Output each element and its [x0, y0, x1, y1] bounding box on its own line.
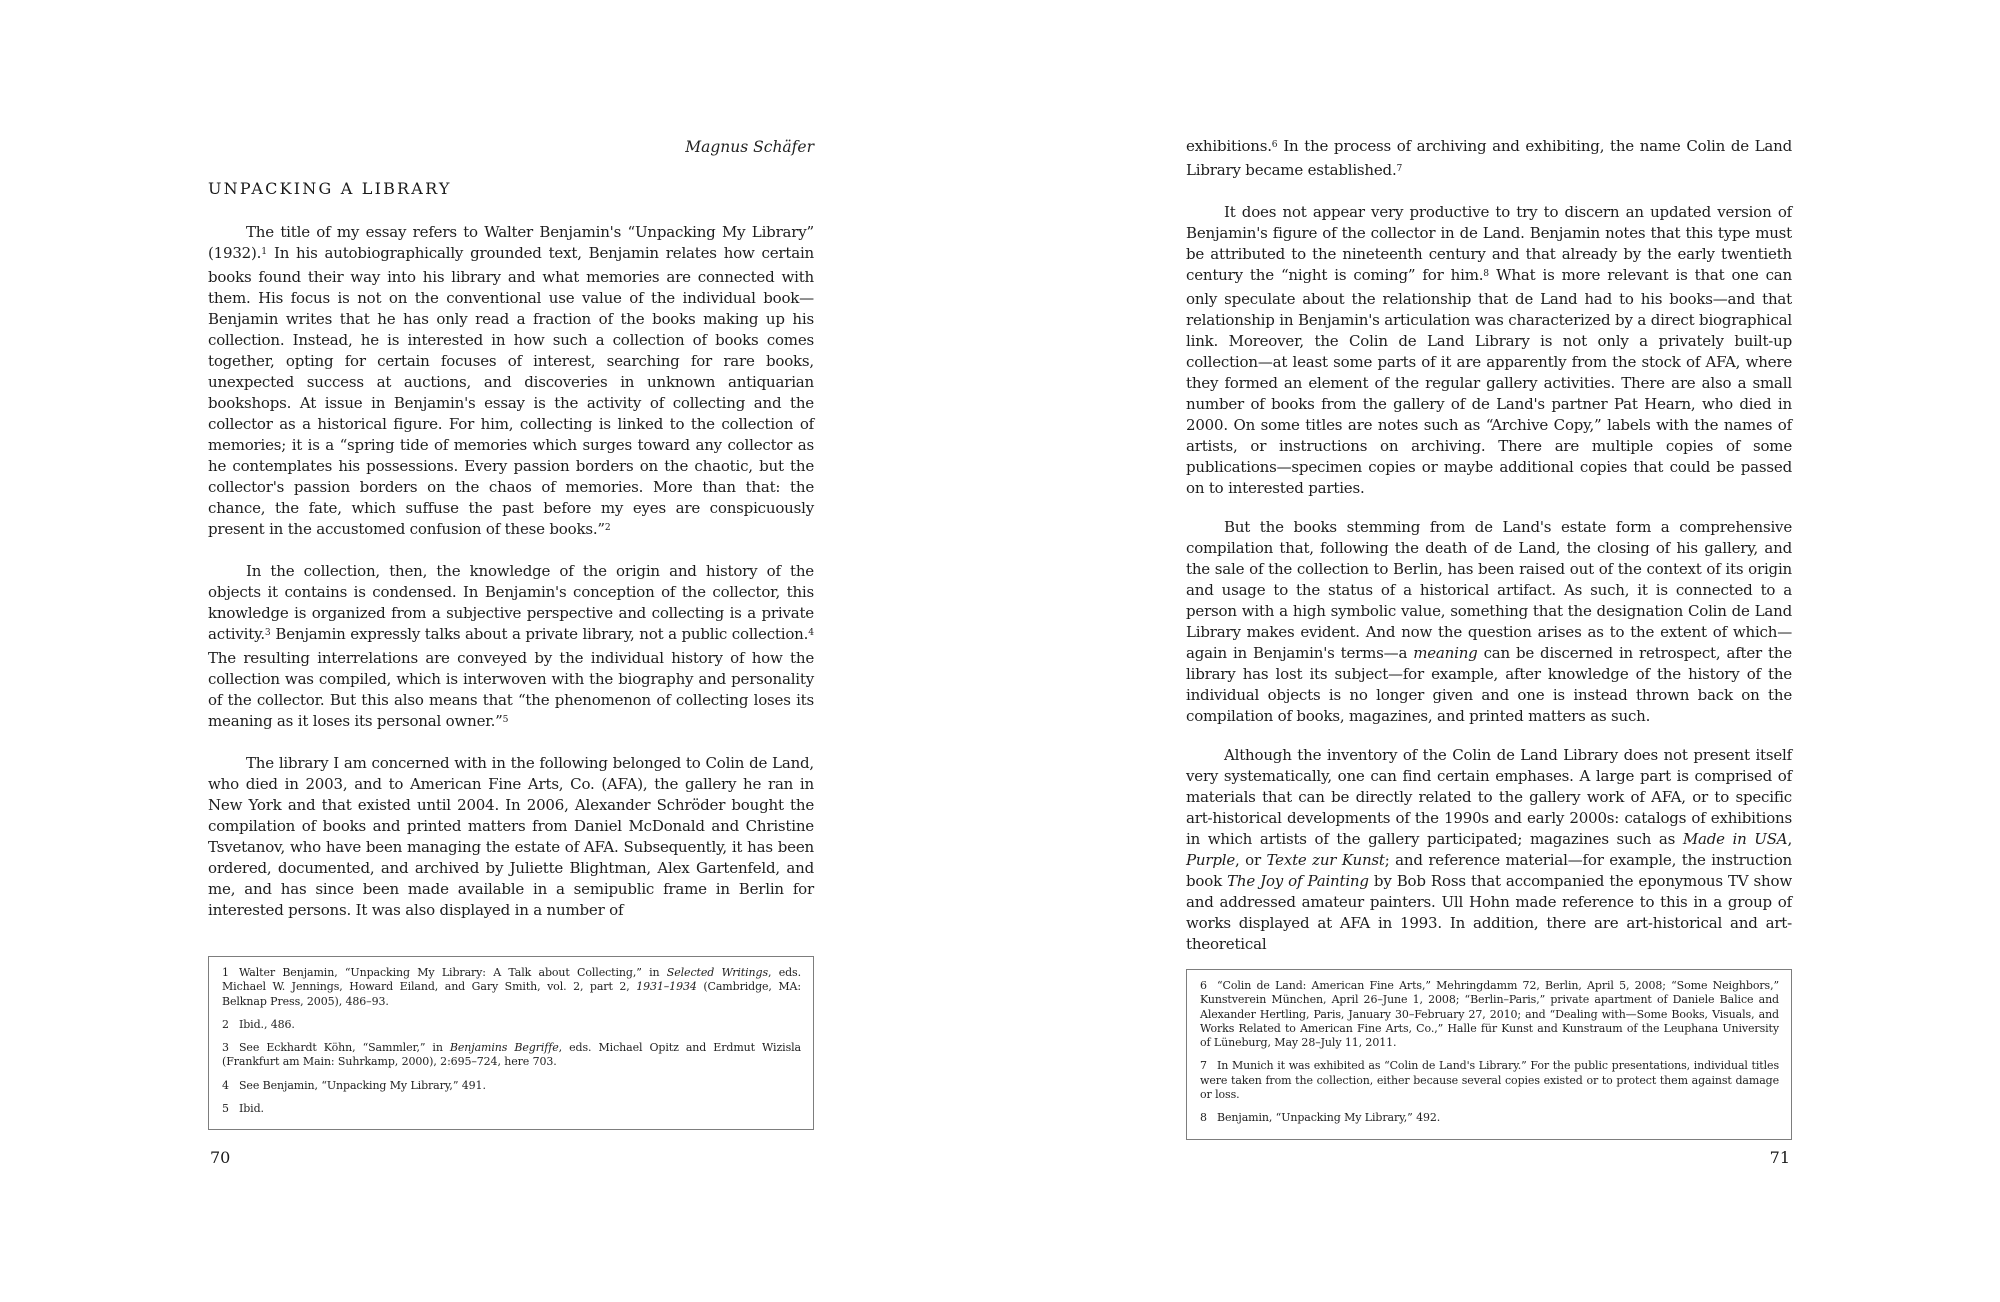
body-text-left [208, 222, 814, 939]
text-segment: Walter Benjamin, “Unpacking My Library: A Talk about Collecting,” in [239, 966, 667, 979]
footnote-number: 7 [1200, 1059, 1207, 1073]
text-segment: It does not appear very productive to try to discern an updated version of Benjamin's figure of the collector in de Land. Benjamin notes that this type must be attributed to the nineteenth century and that already by the early twentieth century the “night is coming” for him. [1186, 203, 1792, 284]
text-segment: meaning [1413, 644, 1478, 662]
text-segment: Benjamin, “Unpacking My Library,” 492. [1217, 1111, 1441, 1125]
body-paragraph [208, 753, 814, 921]
footnote [222, 1018, 801, 1032]
body-paragraph [1186, 517, 1792, 727]
footnote-ref: 4 [808, 627, 814, 638]
footnote [222, 1041, 801, 1070]
text-segment: The library I am concerned with in the following belonged to Colin de Land, who died in 2003, and to American Fine Arts, Co. (AFA), the gallery he ran in New York and that existed until 2004. In 2006, Alexander Schröder bought the compilation of books and printed matters from Daniel McDonald and Christine Tsvetanov, who have been managing the estate of AFA. Subsequently, it has been ordered, documented, and archived by Juliette Blightman, Alex Gartenfeld, and me, and has since been made available in a semipublic frame in Berlin for interested persons. It was also displayed in a number of [208, 754, 814, 919]
footnote-number: 3 [222, 1041, 229, 1055]
text-segment: Benjamins Begriffe [449, 1041, 559, 1055]
text-segment: , [1787, 830, 1793, 848]
text-segment: can be discerned in retrospect, after the library has lost its subject—for example, after knowledge of the history of the individual objects is no longer given and one is instead thrown back on the compilation of books, magazines, and printed matters as such. [1186, 644, 1792, 725]
text-segment: The title of my essay refers to Walter Benjamin's “Unpacking My Library” (1932). [208, 223, 814, 262]
text-segment: Purple [1186, 851, 1236, 869]
footnote-box-right [1186, 969, 1792, 1140]
text-segment: exhibitions. [1186, 137, 1272, 155]
text-segment: The resulting interrelations are conveyed by the individual history of how the collection was compiled, which is interwoven with the biography and personality of the collector. But this also means that “the phenomenon of collecting loses its meaning as it loses its personal owner.” [208, 649, 814, 730]
text-segment: Benjamin expressly talks about a private library, not a public collection. [270, 625, 809, 643]
footnote [1200, 1111, 1779, 1125]
text-segment: In the process of archiving and exhibiting, the name Colin de Land Library became established. [1186, 137, 1792, 179]
text-segment: (Cambridge, MA: Belknap Press, 2005), 486–93. [222, 980, 801, 1008]
text-segment: But the books stemming from de Land's estate form a comprehensive compilation that, following the death of de Land, the closing of his gallery, and the sale of the collection to Berlin, has been raised out of the context of its origin and usage to the status of a historical artifact. As such, it is connected to a person with a high symbolic value, something that the designation Colin de Land Library makes evident. And now the question arises as to the extent of which—again in Benjamin's terms—a [1186, 518, 1792, 662]
footnote-number: 6 [1200, 979, 1207, 992]
footnote [222, 1102, 801, 1116]
footnote [1200, 979, 1779, 1050]
footnote-ref: 6 [1271, 139, 1278, 150]
footnote-ref: 3 [264, 627, 271, 638]
footnote-number: 5 [222, 1102, 229, 1116]
footnote-ref: 8 [1483, 268, 1490, 279]
text-segment: Ibid. [239, 1102, 264, 1116]
body-paragraph [1186, 202, 1792, 499]
article-title: UNPACKING A LIBRARY [208, 179, 452, 198]
page-number-right: 71 [1769, 1148, 1790, 1167]
body-text-right [1186, 136, 1792, 973]
text-segment: “Colin de Land: American Fine Arts,” Mehringdamm 72, Berlin, April 5, 2008; “Some Neighbors,” Kunstverein München, April 26–June 1, 2008; “Berlin–Paris,” private apartment of Daniele Balice and Alexander Hertling, Paris, January 30–February 27, 2010; and “Dealing with—Some Books, Visuals, and Works Related to American Fine Arts, Co.,” Halle für Kunst and Kunstraum of the Leuphana University of Lüneburg, May 28–July 11, 2011. [1200, 979, 1779, 1050]
body-paragraph [1186, 745, 1792, 955]
text-segment: , eds. Michael Opitz and Erdmut Wizisla (Frankfurt am Main: Suhrkamp, 2000), 2:695–724, here 703. [222, 1041, 801, 1069]
text-segment: 1931–1934 [636, 980, 697, 994]
text-segment: In his autobiographically grounded text, Benjamin relates how certain books found their way into his library and what memories are connected with them. His focus is not on the conventional use value of the individual book—Benjamin writes that he has only read a fraction of the books making up his collection. Instead, he is interested in how such a collection of books comes together, opting for certain focuses of interest, searching for rare books, unexpected success at auctions, and discoveries in unknown antiquarian bookshops. At issue in Benjamin's essay is the activity of collecting and the collector as a historical figure. For him, collecting is linked to the collection of memories; it is a “spring tide of memories which surges toward any collector as he contemplates his possessions. Every passion borders on the chaotic, but the collector's passion borders on the chaos of memories. More than that: the chance, the fate, which suffuse the past before my eyes are conspicuously present in the accustomed confusion of these books.” [208, 244, 814, 538]
footnote-number: 4 [222, 1078, 229, 1092]
footnote-box-left [208, 956, 814, 1130]
text-segment: Made in USA [1682, 830, 1788, 848]
text-segment: Selected Writings [666, 966, 768, 979]
text-segment: ; and reference material—for example, the instruction book [1186, 851, 1792, 890]
page-70 [208, 0, 814, 1302]
text-segment: , or [1235, 851, 1267, 869]
text-segment: The Joy of Painting [1227, 872, 1369, 890]
footnote [222, 1079, 801, 1093]
author-line: Magnus Schäfer [685, 138, 814, 156]
footnote-ref: 2 [604, 522, 611, 533]
page-71 [1186, 0, 1792, 1302]
footnote-number: 2 [222, 1017, 229, 1031]
footnote [1200, 1059, 1779, 1102]
text-segment: See Eckhardt Köhn, “Sammler,” in [239, 1041, 450, 1055]
text-segment: What is more relevant is that one can only speculate about the relationship that de Land had to his books—and that relationship in Benjamin's articulation was characterized by a direct biographical link. Moreover, the Colin de Land Library is not only a privately built-up collection—at least some parts of it are apparently from the stock of AFA, where they formed an element of the regular gallery activities. There are also a small number of books from the gallery of de Land's partner Pat Hearn, who died in 2000. On some titles are notes such as “Archive Copy,” labels with the names of artists, or instructions on archiving. There are multiple copies of some publications—specimen copies or maybe additional copies that could be passed on to interested parties. [1186, 266, 1792, 497]
text-segment: In Munich it was exhibited as “Colin de Land's Library.” For the public presentations, individual titles were taken from the collection, either because several copies existed or to protect them against damage or loss. [1200, 1059, 1779, 1102]
text-segment: Although the inventory of the Colin de Land Library does not present itself very systematically, one can find certain emphases. A large part is comprised of materials that can be directly related to the gallery work of AFA, or to specific art-historical developments of the 1990s and early 2000s: catalogs of exhibitions in which artists of the gallery participated; magazines such as [1186, 746, 1792, 848]
footnote [222, 966, 801, 1009]
footnote-number: 1 [222, 966, 229, 979]
footnote-ref: 7 [1396, 163, 1403, 174]
text-segment: , eds. Michael W. Jennings, Howard Eiland, and Gary Smith, vol. 2, part 2, [222, 966, 801, 994]
footnote-ref: 1 [261, 246, 268, 257]
text-segment: See Benjamin, “Unpacking My Library,” 491. [239, 1078, 486, 1092]
body-paragraph [208, 222, 814, 543]
text-segment: Texte zur Kunst [1266, 851, 1385, 869]
body-paragraph [1186, 136, 1792, 184]
footnote-ref: 5 [502, 714, 509, 725]
page-number-left: 70 [210, 1148, 231, 1167]
text-segment: In the collection, then, the knowledge of the origin and history of the objects it contains is condensed. In Benjamin's conception of the collector, this knowledge is organized from a subjective perspective and collecting is a private activity. [208, 562, 814, 643]
text-segment: Ibid., 486. [239, 1017, 295, 1031]
text-segment: by Bob Ross that accompanied the eponymous TV show and addressed amateur painters. Ull Hohn made reference to this in a group of works displayed at AFA in 1993. In addition, there are art-historical and art-theoretical [1186, 872, 1792, 953]
body-paragraph [208, 561, 814, 735]
footnote-number: 8 [1200, 1111, 1207, 1125]
